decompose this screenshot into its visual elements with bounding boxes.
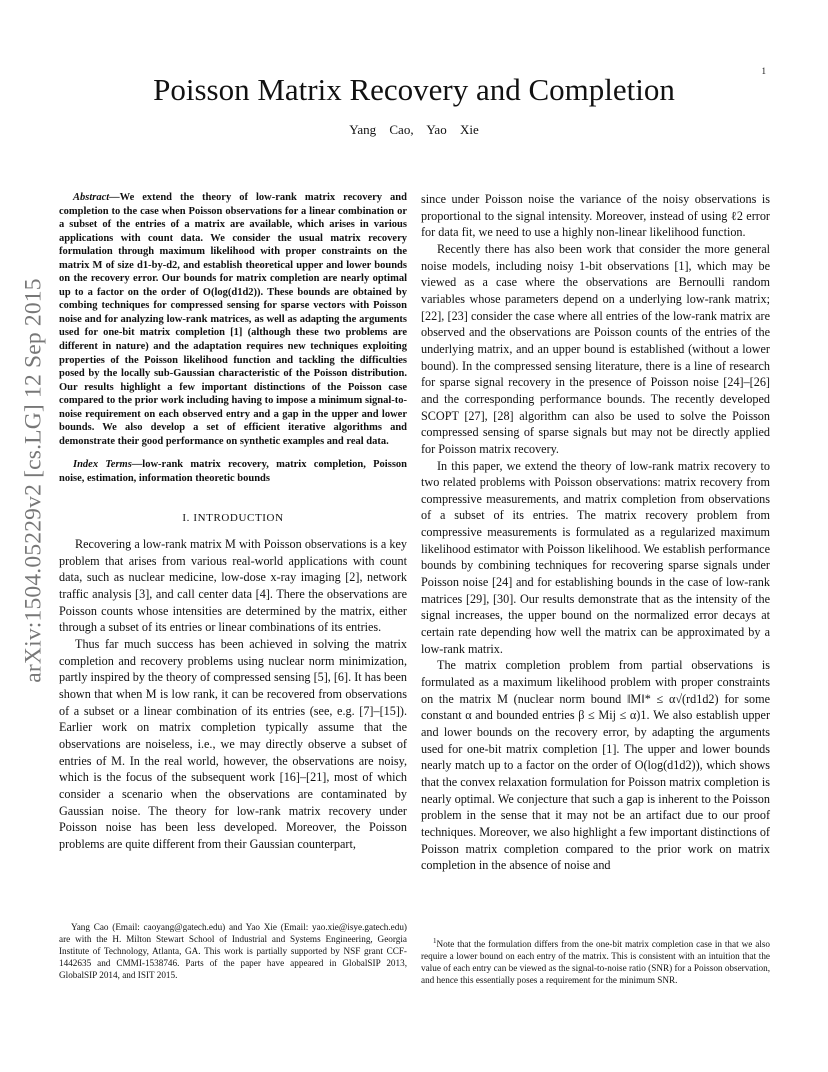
- abstract-text: —We extend the theory of low-rank matrix recovery and completion to the case when Poisson observations for a linear combination or a subset of the entries of a matrix are available, which arises in various applications with count data. We consider the usual matrix recovery formulation through maximum likelihood with proper constraints on the matrix M of size d1-by-d2, and establish theoretical upper and lower bounds on the recovery error. Our bounds for matrix completion are nearly optimal up to a factor on the order of O(log(d1d2)). These bounds are obtained by combing techniques for compressed sensing for sparse vectors with Poisson noise and for analyzing low-rank matrices, as well as adapting the arguments used for one-bit matrix completion [1] (although these two problems are different in nature) and the adaptation requires new techniques exploiting properties of the Poisson likelihood function and tackling the difficulties posed by the locally sub-Gaussian characteristic of the Poisson distribution. Our results highlight a few important distinctions of the Poisson case compared to the prior work including having to impose a minimum signal-to-noise requirement on each observed entry and a gap in the upper and lower bounds. We also develop a set of efficient iterative algorithms and demonstrate their good performance on synthetic examples and real data.: [59, 192, 407, 447]
- footnote-text: Note that the formulation differs from the one-bit matrix completion case in that we also require a lower bound on each entry of the matrix. This is consistent with an intuition that the value of each entry can be viewed as the signal-to-noise ratio (SNR) for a Poisson observation, and hence this essentially poses a requirement for the minimum SNR.: [421, 939, 770, 985]
- paragraph: The matrix completion problem from partial observations is formulated as a maximum likelihood problem with proper constraints on the matrix M (nuclear norm bound ‖M‖* ≤ α√(rd1d2) for some constant α and bounded entries β ≤ Mij ≤ α)1. We also establish upper and lower bounds on the recovery error, by adapting the arguments used for one-bit matrix completion [1]. The upper and lower bounds nearly match up to a factor on the order of O(log(d1d2)), which shows that the convex relaxation formulation for Poisson matrix completion is nearly optimal. We conjecture that such a gap is inherent to the Poisson problem in the sense that it may not be an artifact due to our proof techniques. Moreover, we also highlight a few important distinctions of Poisson matrix completion compared to the prior work on matrix completion in the absence of noise and: [421, 658, 770, 873]
- authors: Yang Cao, Yao Xie: [349, 122, 479, 137]
- footnote-mark: 1: [433, 937, 437, 945]
- paragraph: Recovering a low-rank matrix M with Poisson observations is a key problem that arises from various real-world applications with count data, such as nuclear medicine, low-dose x-ray imaging [2], network traffic analysis [3], and call center data [4]. There the observations are Poisson counts whose intensities are determined by the matrix, either through a subset of its entries or linear combinations of its entries.: [59, 537, 407, 635]
- paragraph: In this paper, we extend the theory of low-rank matrix recovery to two related problems with Poisson observations: matrix recovery from compressive measurements, and matrix completion from observations of a subset of its entries. The matrix recovery problem from compressive measurements is formulated as a regularized maximum likelihood estimator with Poisson likelihood. We establish performance bounds by combining techniques for recovering sparse signals under Poisson noise [24] and for establishing bounds in the case of low-rank matrices [29], [30]. Our results demonstrate that as the intensity of the signal increases, the upper bound on the normalized error decays at certain rate depending how well the matrix can be approximated by a low-rank matrix.: [421, 458, 770, 656]
- paper-title: Poisson Matrix Recovery and Completion: [153, 72, 675, 107]
- index-terms: [59, 458, 407, 485]
- abstract: [59, 191, 407, 448]
- arxiv-stamp: [14, 277, 54, 683]
- abstract-label: Abstract: [73, 192, 110, 203]
- index-terms-label: Index Terms: [73, 459, 132, 471]
- author-footnote: Yang Cao (Email: caoyang@gatech.edu) and Yao Xie (Email: yao.xie@isye.gatech.edu) are with the H. Milton Stewart School of Industrial and Systems Engineering, Georgia Institute of Technology, Atlanta, GA. This work is partially supported by NSF grant CCF-1442635 and CMMI-1538746. Parts of the paper have appeared in GlobalSIP 2013, GlobalSIP 2014, and ISIT 2015.: [59, 922, 407, 980]
- index-terms-text: —low-rank matrix recovery, matrix completion, Poisson noise, estimation, information theoretic bounds: [59, 459, 407, 484]
- paragraph: Recently there has also been work that consider the more general noise models, including noisy 1-bit observations [1], which may be viewed as a case where the observations are Bernoulli random variables whose parameters depend on a underlying low-rank matrix; [22], [23] consider the case where all entries of the low-rank matrix are observed and the observations are Poisson counts of the entries of the underlying matrix, and an upper bound is established (without a lower bound). In the compressed sensing literature, there is a line of research for sparse signal recovery in the presence of Poisson noise [24]–[26] and the corresponding performance bounds. The recently developed SCOPT [27], [28] algorithm can also be used to solve the Poisson compressed sensing of sparse signals but may not be directly applied for Poisson matrix recovery.: [421, 241, 770, 456]
- right-column: [421, 191, 770, 874]
- section-heading: I. INTRODUCTION: [182, 512, 284, 525]
- page-number: 1: [761, 66, 766, 76]
- left-column: [59, 191, 407, 853]
- paragraph: Thus far much success has been achieved in solving the matrix completion and recovery problems using nuclear norm minimization, partly inspired by the theory of compressed sensing [5], [6]. It has been shown that when M is low rank, it can be recovered from observations of a subset or a linear combination of its entries (see, e.g. [7]–[15]). Earlier work on matrix completion typically assume that the observations are noiseless, i.e., we may directly observe a subset of entries of M. In the real world, however, the observations are noisy, which is the focus of the subsequent work [16]–[21], most of which consider a scenario when the observations are contaminated by Gaussian noise. The theory for low-rank matrix recovery under Poisson noise has been less developed. Moreover, the Poisson problems are quite different from their Gaussian counterpart,: [59, 637, 407, 851]
- paragraph: since under Poisson noise the variance of the noisy observations is proportional to the signal intensity. Moreover, instead of using ℓ2 error for data fit, we need to use a highly non-linear likelihood function.: [421, 192, 770, 240]
- arxiv-stamp-text: arXiv:1504.05229v2 [cs.LG] 12 Sep 2015: [20, 277, 47, 683]
- footnote: [421, 936, 770, 987]
